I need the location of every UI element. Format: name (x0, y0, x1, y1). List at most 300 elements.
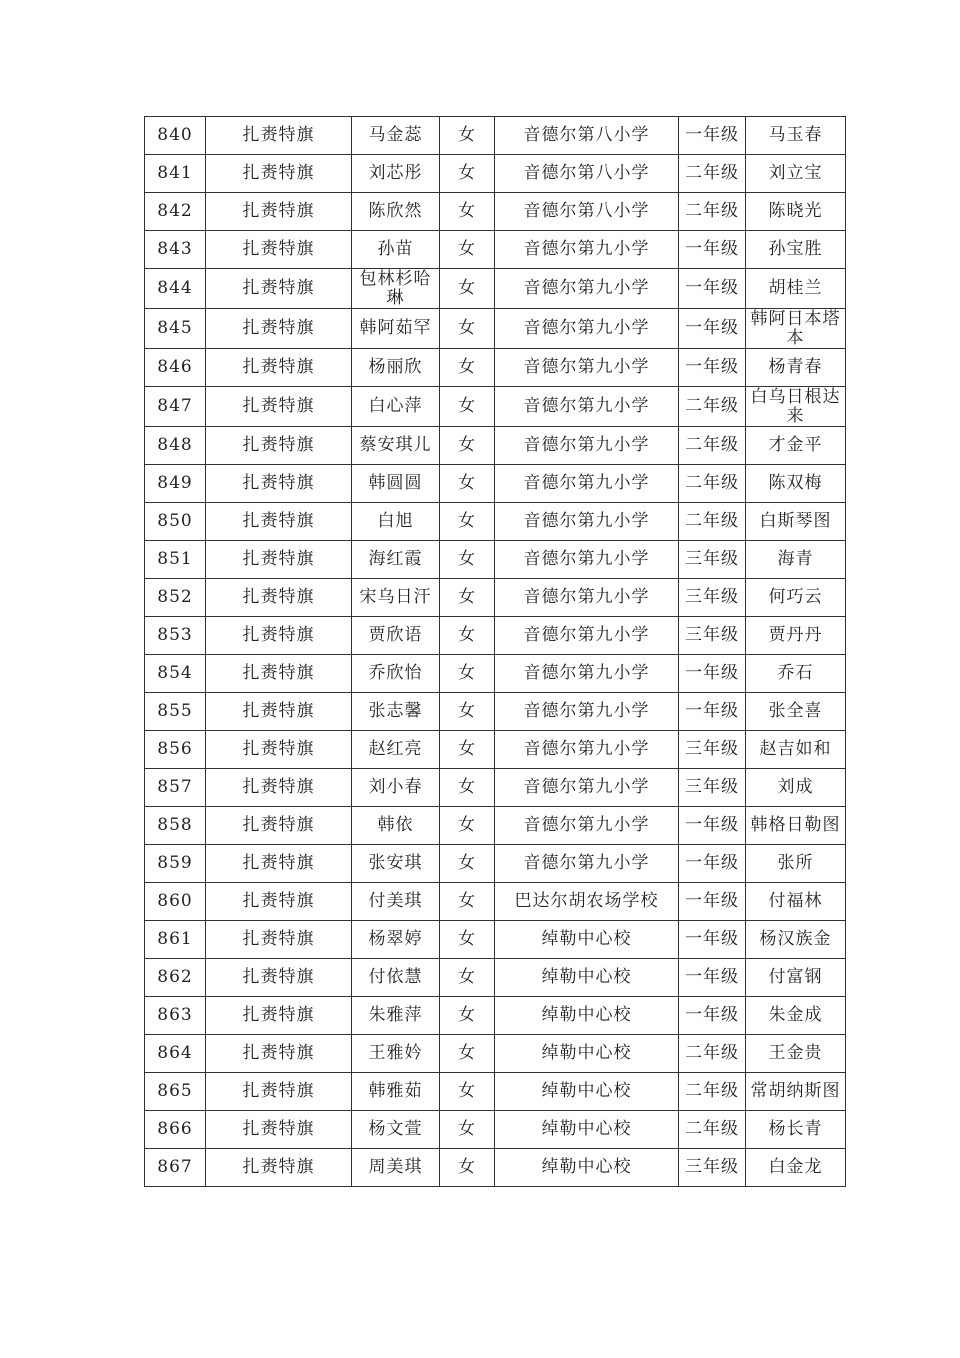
guardian-name-text: 常胡纳斯图 (750, 1081, 841, 1101)
student-name-text: 韩阿茹罕 (359, 318, 432, 338)
gender-text: 女 (458, 549, 476, 569)
grade-cell (679, 427, 746, 465)
banner-text: 扎赉特旗 (242, 1119, 315, 1139)
grade-cell (679, 117, 746, 155)
school-text: 音德尔第九小学 (523, 587, 650, 607)
gender-cell (440, 349, 495, 387)
student-name-text: 韩依 (377, 815, 414, 835)
grade-cell (679, 959, 746, 997)
table-row (145, 959, 846, 997)
banner-cell (206, 921, 352, 959)
row-number-text: 842 (157, 201, 193, 221)
banner-cell (206, 693, 352, 731)
guardian-name-text: 刘成 (777, 777, 814, 797)
banner-cell (206, 883, 352, 921)
table-row (145, 503, 846, 541)
gender-text: 女 (458, 929, 476, 949)
gender-cell (440, 1073, 495, 1111)
school-cell (495, 997, 679, 1035)
student-name-cell (352, 997, 440, 1035)
table-row (145, 269, 846, 309)
grade-text: 一年级 (685, 853, 739, 873)
student-name-text: 白旭 (377, 511, 414, 531)
row-number-cell (145, 387, 206, 427)
school-text: 音德尔第九小学 (523, 396, 650, 416)
grade-text: 二年级 (685, 1043, 739, 1063)
grade-text: 二年级 (685, 201, 739, 221)
school-text: 音德尔第八小学 (523, 125, 650, 145)
gender-cell (440, 807, 495, 845)
banner-cell (206, 1073, 352, 1111)
student-name-cell (352, 193, 440, 231)
student-name-cell (352, 807, 440, 845)
row-number-cell (145, 731, 206, 769)
gender-text: 女 (458, 1081, 476, 1101)
gender-cell (440, 155, 495, 193)
banner-text: 扎赉特旗 (242, 549, 315, 569)
row-number-cell (145, 807, 206, 845)
row-number-cell (145, 997, 206, 1035)
grade-text: 一年级 (685, 701, 739, 721)
school-text: 音德尔第九小学 (523, 663, 650, 683)
school-cell (495, 427, 679, 465)
gender-text: 女 (458, 511, 476, 531)
school-cell (495, 387, 679, 427)
guardian-name-cell (746, 231, 846, 269)
school-cell (495, 769, 679, 807)
row-number-text: 866 (157, 1119, 193, 1139)
school-text: 绰勒中心校 (541, 929, 632, 949)
school-cell (495, 465, 679, 503)
student-name-text: 刘小春 (368, 777, 423, 797)
school-text: 音德尔第九小学 (523, 278, 650, 298)
banner-text: 扎赉特旗 (242, 967, 315, 987)
grade-text: 二年级 (685, 163, 739, 183)
grade-cell (679, 465, 746, 503)
grade-cell (679, 503, 746, 541)
grade-text: 二年级 (685, 511, 739, 531)
table-row (145, 1149, 846, 1187)
guardian-name-text: 朱金成 (768, 1005, 823, 1025)
row-number-cell (145, 155, 206, 193)
gender-text: 女 (458, 1157, 476, 1177)
student-name-cell (352, 617, 440, 655)
student-name-text: 王雅妗 (368, 1043, 423, 1063)
row-number-cell (145, 655, 206, 693)
grade-text: 一年级 (685, 318, 739, 338)
school-cell (495, 731, 679, 769)
student-name-text: 白心萍 (368, 396, 423, 416)
table-row (145, 769, 846, 807)
row-number-cell (145, 193, 206, 231)
row-number-cell (145, 269, 206, 309)
student-name-cell (352, 427, 440, 465)
banner-text: 扎赉特旗 (242, 929, 315, 949)
student-name-cell (352, 1073, 440, 1111)
student-name-text: 周美琪 (368, 1157, 423, 1177)
grade-text: 三年级 (685, 587, 739, 607)
banner-cell (206, 117, 352, 155)
guardian-name-cell (746, 387, 846, 427)
school-cell (495, 845, 679, 883)
guardian-name-cell (746, 655, 846, 693)
gender-text: 女 (458, 891, 476, 911)
row-number-cell (145, 309, 206, 349)
school-cell (495, 1073, 679, 1111)
gender-text: 女 (458, 163, 476, 183)
gender-text: 女 (458, 625, 476, 645)
student-name-text: 韩雅茹 (368, 1081, 423, 1101)
banner-cell (206, 155, 352, 193)
grade-cell (679, 807, 746, 845)
grade-cell (679, 387, 746, 427)
banner-text: 扎赉特旗 (242, 357, 315, 377)
gender-cell (440, 1149, 495, 1187)
school-text: 音德尔第九小学 (523, 739, 650, 759)
banner-cell (206, 349, 352, 387)
student-name-text: 杨文萱 (368, 1119, 423, 1139)
school-cell (495, 231, 679, 269)
grade-text: 三年级 (685, 625, 739, 645)
table-row (145, 845, 846, 883)
student-name-cell (352, 117, 440, 155)
row-number-text: 860 (157, 891, 193, 911)
row-number-cell (145, 1149, 206, 1187)
banner-cell (206, 465, 352, 503)
row-number-cell (145, 349, 206, 387)
student-name-text: 张安琪 (368, 853, 423, 873)
grade-text: 一年级 (685, 125, 739, 145)
student-name-cell (352, 231, 440, 269)
row-number-text: 864 (157, 1043, 193, 1063)
banner-cell (206, 845, 352, 883)
student-name-text: 孙苗 (377, 239, 414, 259)
school-cell (495, 541, 679, 579)
table-row (145, 807, 846, 845)
student-name-text: 乔欣怡 (368, 663, 423, 683)
gender-cell (440, 617, 495, 655)
gender-cell (440, 883, 495, 921)
guardian-name-text: 陈晓光 (768, 201, 823, 221)
row-number-text: 867 (157, 1157, 193, 1177)
guardian-name-cell (746, 997, 846, 1035)
school-cell (495, 1111, 679, 1149)
table-row (145, 349, 846, 387)
gender-text: 女 (458, 239, 476, 259)
school-text: 音德尔第九小学 (523, 701, 650, 721)
row-number-cell (145, 1111, 206, 1149)
grade-text: 二年级 (685, 1081, 739, 1101)
school-text: 绰勒中心校 (541, 1081, 632, 1101)
row-number-cell (145, 845, 206, 883)
school-text: 音德尔第八小学 (523, 201, 650, 221)
student-name-text: 贾欣语 (368, 625, 423, 645)
grade-cell (679, 193, 746, 231)
banner-cell (206, 1035, 352, 1073)
banner-text: 扎赉特旗 (242, 1005, 315, 1025)
guardian-name-text: 白斯琴图 (759, 511, 832, 531)
gender-cell (440, 193, 495, 231)
guardian-name-cell (746, 693, 846, 731)
row-number-text: 857 (157, 777, 193, 797)
student-name-text: 蔡安琪儿 (359, 435, 432, 455)
gender-cell (440, 845, 495, 883)
grade-text: 一年级 (685, 1005, 739, 1025)
school-text: 音德尔第九小学 (523, 357, 650, 377)
student-name-text: 朱雅萍 (368, 1005, 423, 1025)
row-number-cell (145, 959, 206, 997)
student-name-cell (352, 309, 440, 349)
grade-cell (679, 231, 746, 269)
student-name-cell (352, 845, 440, 883)
guardian-name-cell (746, 427, 846, 465)
row-number-text: 865 (157, 1081, 193, 1101)
student-name-cell (352, 655, 440, 693)
grade-text: 一年级 (685, 278, 739, 298)
grade-cell (679, 1149, 746, 1187)
student-name-text: 宋乌日汗 (359, 587, 432, 607)
roster-table-body (145, 117, 846, 1187)
student-name-cell (352, 387, 440, 427)
grade-text: 一年级 (685, 929, 739, 949)
school-text: 音德尔第九小学 (523, 435, 650, 455)
student-name-cell (352, 579, 440, 617)
guardian-name-cell (746, 769, 846, 807)
banner-text: 扎赉特旗 (242, 1157, 315, 1177)
guardian-name-cell (746, 1035, 846, 1073)
grade-text: 三年级 (685, 777, 739, 797)
guardian-name-text: 孙宝胜 (768, 239, 823, 259)
gender-cell (440, 503, 495, 541)
grade-cell (679, 655, 746, 693)
guardian-name-cell (746, 1149, 846, 1187)
guardian-name-text: 张所 (777, 853, 814, 873)
guardian-name-cell (746, 617, 846, 655)
banner-text: 扎赉特旗 (242, 777, 315, 797)
row-number-cell (145, 427, 206, 465)
student-name-cell (352, 503, 440, 541)
banner-text: 扎赉特旗 (242, 511, 315, 531)
banner-text: 扎赉特旗 (242, 239, 315, 259)
gender-cell (440, 997, 495, 1035)
guardian-name-cell (746, 349, 846, 387)
grade-cell (679, 155, 746, 193)
row-number-text: 843 (157, 239, 193, 259)
school-text: 绰勒中心校 (541, 1157, 632, 1177)
guardian-name-cell (746, 193, 846, 231)
guardian-name-text: 白金龙 (768, 1157, 823, 1177)
row-number-text: 845 (157, 318, 193, 338)
banner-text: 扎赉特旗 (242, 701, 315, 721)
school-cell (495, 117, 679, 155)
student-name-text: 赵红亮 (368, 739, 423, 759)
gender-cell (440, 117, 495, 155)
table-row (145, 465, 846, 503)
school-cell (495, 921, 679, 959)
student-name-cell (352, 731, 440, 769)
guardian-name-cell (746, 579, 846, 617)
school-cell (495, 959, 679, 997)
grade-text: 一年级 (685, 815, 739, 835)
table-row (145, 387, 846, 427)
banner-text: 扎赉特旗 (242, 739, 315, 759)
school-cell (495, 1035, 679, 1073)
banner-cell (206, 309, 352, 349)
school-text: 巴达尔胡农场学校 (514, 891, 659, 911)
grade-cell (679, 845, 746, 883)
gender-cell (440, 655, 495, 693)
student-name-cell (352, 921, 440, 959)
gender-text: 女 (458, 318, 476, 338)
school-text: 绰勒中心校 (541, 1043, 632, 1063)
table-row (145, 155, 846, 193)
grade-cell (679, 997, 746, 1035)
table-row (145, 1111, 846, 1149)
banner-cell (206, 427, 352, 465)
guardian-name-cell (746, 309, 846, 349)
row-number-cell (145, 117, 206, 155)
guardian-name-text: 韩格日勒图 (750, 815, 841, 835)
banner-text: 扎赉特旗 (242, 435, 315, 455)
row-number-text: 863 (157, 1005, 193, 1025)
grade-text: 三年级 (685, 1157, 739, 1177)
gender-text: 女 (458, 853, 476, 873)
guardian-name-cell (746, 541, 846, 579)
row-number-text: 847 (157, 396, 193, 416)
school-text: 绰勒中心校 (541, 1119, 632, 1139)
guardian-name-text: 王金贵 (768, 1043, 823, 1063)
gender-cell (440, 921, 495, 959)
student-name-text: 陈欣然 (368, 201, 423, 221)
school-cell (495, 309, 679, 349)
banner-cell (206, 231, 352, 269)
guardian-name-text: 刘立宝 (768, 163, 823, 183)
guardian-name-cell (746, 1111, 846, 1149)
banner-cell (206, 193, 352, 231)
gender-text: 女 (458, 815, 476, 835)
school-text: 音德尔第九小学 (523, 318, 650, 338)
row-number-cell (145, 921, 206, 959)
student-name-text: 张志馨 (368, 701, 423, 721)
banner-text: 扎赉特旗 (242, 396, 315, 416)
gender-text: 女 (458, 1005, 476, 1025)
gender-text: 女 (458, 278, 476, 298)
table-row (145, 541, 846, 579)
row-number-text: 859 (157, 853, 193, 873)
gender-cell (440, 387, 495, 427)
gender-text: 女 (458, 357, 476, 377)
school-cell (495, 349, 679, 387)
guardian-name-text: 胡桂兰 (768, 278, 823, 298)
guardian-name-text: 付富钢 (768, 967, 823, 987)
school-text: 音德尔第九小学 (523, 815, 650, 835)
grade-text: 三年级 (685, 739, 739, 759)
guardian-name-cell (746, 1073, 846, 1111)
banner-text: 扎赉特旗 (242, 163, 315, 183)
guardian-name-text: 付福林 (768, 891, 823, 911)
grade-text: 三年级 (685, 549, 739, 569)
table-row (145, 617, 846, 655)
school-cell (495, 693, 679, 731)
school-cell (495, 807, 679, 845)
row-number-text: 850 (157, 511, 193, 531)
gender-cell (440, 465, 495, 503)
banner-cell (206, 269, 352, 309)
grade-cell (679, 1111, 746, 1149)
grade-cell (679, 1073, 746, 1111)
gender-cell (440, 959, 495, 997)
gender-cell (440, 427, 495, 465)
grade-cell (679, 883, 746, 921)
student-name-text: 付美琪 (368, 891, 423, 911)
grade-text: 一年级 (685, 239, 739, 259)
student-name-text: 刘芯彤 (368, 163, 423, 183)
table-row (145, 921, 846, 959)
row-number-text: 844 (157, 278, 193, 298)
row-number-cell (145, 231, 206, 269)
row-number-text: 854 (157, 663, 193, 683)
guardian-name-cell (746, 807, 846, 845)
grade-text: 二年级 (685, 473, 739, 493)
guardian-name-cell (746, 921, 846, 959)
school-text: 绰勒中心校 (541, 1005, 632, 1025)
row-number-text: 852 (157, 587, 193, 607)
banner-cell (206, 1149, 352, 1187)
row-number-cell (145, 883, 206, 921)
table-row (145, 997, 846, 1035)
student-name-text: 韩圆圆 (368, 473, 423, 493)
student-name-text: 包林杉哈琳 (359, 268, 432, 308)
school-cell (495, 617, 679, 655)
gender-cell (440, 731, 495, 769)
grade-text: 一年级 (685, 967, 739, 987)
guardian-name-cell (746, 155, 846, 193)
banner-cell (206, 769, 352, 807)
grade-cell (679, 269, 746, 309)
grade-cell (679, 921, 746, 959)
guardian-name-cell (746, 465, 846, 503)
table-row (145, 193, 846, 231)
banner-text: 扎赉特旗 (242, 318, 315, 338)
guardian-name-cell (746, 117, 846, 155)
banner-text: 扎赉特旗 (242, 125, 315, 145)
banner-text: 扎赉特旗 (242, 815, 315, 835)
row-number-cell (145, 617, 206, 655)
row-number-cell (145, 1073, 206, 1111)
student-name-cell (352, 349, 440, 387)
table-row (145, 883, 846, 921)
row-number-cell (145, 693, 206, 731)
gender-text: 女 (458, 967, 476, 987)
gender-cell (440, 579, 495, 617)
grade-text: 一年级 (685, 891, 739, 911)
school-text: 音德尔第八小学 (523, 163, 650, 183)
banner-cell (206, 541, 352, 579)
row-number-cell (145, 503, 206, 541)
school-text: 音德尔第九小学 (523, 853, 650, 873)
guardian-name-text: 白乌日根达来 (750, 386, 841, 426)
gender-cell (440, 541, 495, 579)
gender-text: 女 (458, 663, 476, 683)
guardian-name-cell (746, 959, 846, 997)
guardian-name-text: 乔石 (777, 663, 814, 683)
gender-text: 女 (458, 587, 476, 607)
row-number-text: 841 (157, 163, 193, 183)
school-cell (495, 193, 679, 231)
banner-text: 扎赉特旗 (242, 853, 315, 873)
banner-text: 扎赉特旗 (242, 663, 315, 683)
roster-table (144, 116, 846, 1187)
